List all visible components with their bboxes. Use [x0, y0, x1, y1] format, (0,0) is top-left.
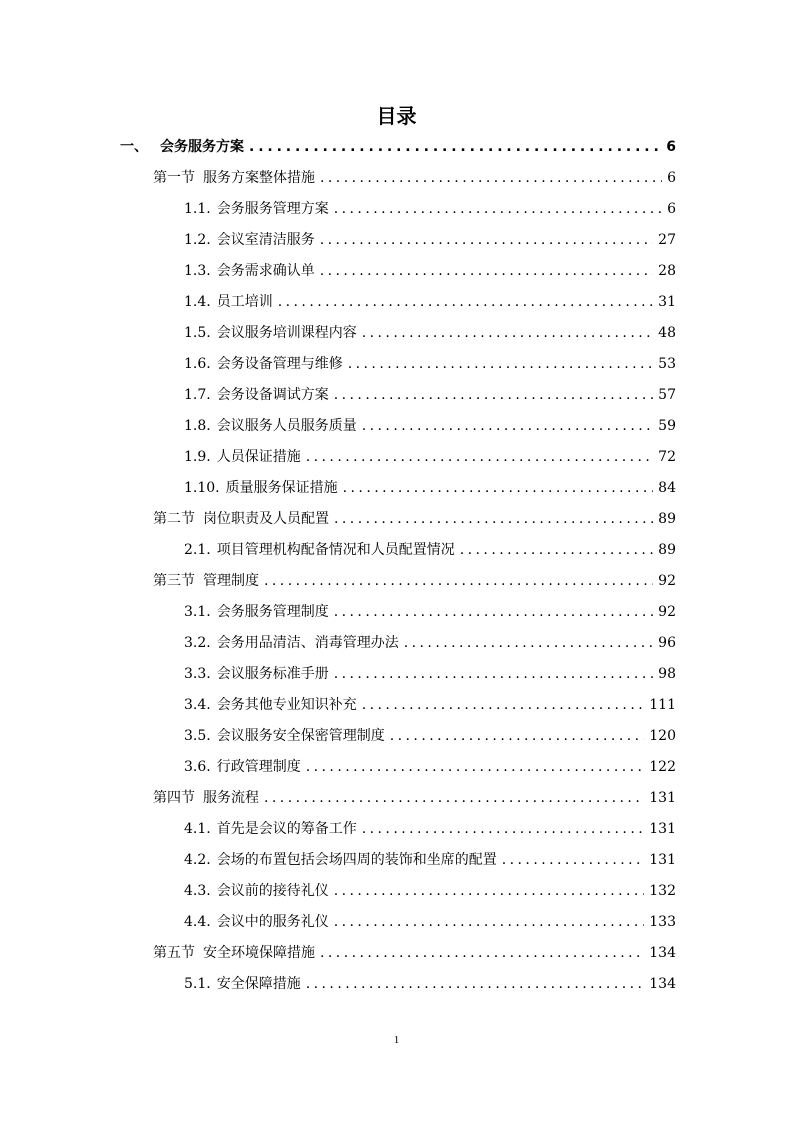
toc-dot-leader — [334, 508, 653, 530]
toc-dot-leader — [306, 973, 645, 995]
toc-entry-number: 3.1. — [184, 604, 211, 620]
toc-dot-leader — [306, 756, 645, 778]
toc-entry-page: 134 — [649, 945, 676, 961]
toc-dot-leader — [502, 849, 645, 871]
toc-entry[interactable] — [184, 539, 676, 561]
toc-entry-number: 3.6. — [184, 759, 211, 775]
toc-entry-number: 4.1. — [184, 821, 211, 837]
toc-entry-label: 会务服务方案 — [160, 139, 244, 155]
toc-entry-number: 2.1. — [184, 542, 211, 558]
toc-entry-label: 会务服务管理制度 — [216, 604, 329, 620]
toc-dot-leader — [306, 446, 653, 468]
toc-entry-page: 122 — [649, 759, 676, 775]
toc-entry[interactable] — [184, 818, 676, 840]
toc-entry[interactable] — [184, 725, 676, 747]
toc-entry[interactable] — [184, 663, 676, 685]
toc-entry[interactable] — [184, 353, 676, 375]
toc-dot-leader — [334, 911, 645, 933]
toc-entry-number: 5.1. — [184, 976, 211, 992]
toc-entry-page: 72 — [658, 449, 676, 465]
page-title: 目录 — [376, 104, 417, 128]
toc-entry[interactable] — [184, 446, 676, 468]
toc-entry-number: 3.2. — [184, 635, 211, 651]
toc-entry[interactable] — [120, 136, 676, 158]
toc-entry-page: 131 — [649, 821, 676, 837]
toc-entry-page: 6 — [667, 170, 676, 186]
toc-entry[interactable] — [184, 849, 676, 871]
toc-entry[interactable] — [153, 787, 676, 809]
toc-entry-number: 3.4. — [184, 697, 211, 713]
toc-entry[interactable] — [184, 880, 676, 902]
toc-entry[interactable] — [153, 167, 676, 189]
toc-entry-label: 员工培训 — [216, 294, 273, 310]
toc-entry-page: 111 — [649, 697, 676, 713]
toc-entry-label: 质量服务保证措施 — [225, 480, 338, 496]
toc-entry[interactable] — [184, 322, 676, 344]
toc-entry-number: 第二节 — [153, 511, 195, 527]
toc-entry-number: 1.8. — [184, 418, 211, 434]
toc-entry-number: 第一节 — [153, 170, 195, 186]
toc-entry-label: 管理制度 — [203, 573, 259, 589]
toc-entry-number: 1.2. — [184, 232, 211, 248]
toc-entry-page: 92 — [658, 604, 676, 620]
toc-entry-page: 89 — [658, 511, 676, 527]
toc-entry-label: 会议室清洁服务 — [216, 232, 315, 248]
toc-dot-leader — [362, 694, 645, 716]
toc-entry[interactable] — [153, 570, 676, 592]
toc-entry[interactable] — [184, 632, 676, 654]
toc-dot-leader — [334, 663, 653, 685]
toc-entry[interactable] — [184, 260, 676, 282]
toc-dot-leader — [362, 415, 653, 437]
toc-entry-label: 会务设备调试方案 — [216, 387, 329, 403]
toc-entry[interactable] — [184, 229, 676, 251]
toc-entry-number: 3.3. — [184, 666, 211, 682]
toc-entry-page: 28 — [658, 263, 676, 279]
toc-entry-label: 首先是会议的筹备工作 — [216, 821, 357, 837]
toc-entry-number: 1.5. — [184, 325, 211, 341]
toc-dot-leader — [278, 291, 653, 313]
toc-entry-label: 会务服务管理方案 — [216, 201, 329, 217]
toc-entry-label: 会议服务安全保密管理制度 — [216, 728, 385, 744]
toc-entry[interactable] — [153, 942, 676, 964]
toc-dot-leader — [334, 384, 653, 406]
toc-entry-number: 4.3. — [184, 883, 211, 899]
toc-entry-number: 1.4. — [184, 294, 211, 310]
toc-entry-page: 92 — [658, 573, 676, 589]
toc-entry[interactable] — [184, 198, 676, 220]
toc-dot-leader — [404, 632, 653, 654]
toc-dot-leader — [334, 601, 653, 623]
toc-entry-page: 133 — [649, 914, 676, 930]
toc-entry-page: 120 — [649, 728, 676, 744]
toc-entry-page: 6 — [666, 139, 676, 155]
toc-entry-number: 1.9. — [184, 449, 211, 465]
toc-entry-page: 98 — [658, 666, 676, 682]
toc-entry-page: 59 — [658, 418, 676, 434]
toc-dot-leader — [264, 787, 644, 809]
toc-entry[interactable] — [184, 973, 676, 995]
toc-dot-leader — [320, 260, 653, 282]
toc-entry-label: 安全保障措施 — [216, 976, 301, 992]
toc-dot-leader — [320, 942, 644, 964]
toc-entry-label: 项目管理机构配备情况和人员配置情况 — [216, 542, 455, 558]
toc-entry-number: 1.10. — [184, 480, 220, 496]
toc-entry-label: 安全环境保障措施 — [203, 945, 315, 961]
toc-entry-label: 会议服务标准手册 — [216, 666, 329, 682]
toc-entry-number: 1.3. — [184, 263, 211, 279]
toc-dot-leader — [460, 539, 653, 561]
toc-dot-leader — [362, 322, 653, 344]
toc-entry-number: 3.5. — [184, 728, 211, 744]
toc-dot-leader — [320, 167, 662, 189]
toc-entry-label: 会务设备管理与维修 — [216, 356, 343, 372]
toc-dot-leader — [334, 880, 645, 902]
toc-entry-label: 会议服务培训课程内容 — [216, 325, 357, 341]
toc-entry[interactable] — [184, 384, 676, 406]
toc-entry[interactable] — [184, 601, 676, 623]
toc-entry-number: 第五节 — [153, 945, 195, 961]
toc-entry-label: 会务用品清洁、消毒管理办法 — [216, 635, 399, 651]
toc-entry-number: 1.7. — [184, 387, 211, 403]
toc-dot-leader — [348, 353, 653, 375]
toc-entry-label: 会场的布置包括会场四周的装饰和坐席的配置 — [216, 852, 497, 868]
toc-entry[interactable] — [184, 756, 676, 778]
toc-entry-label: 行政管理制度 — [216, 759, 301, 775]
toc-entry-number: 一、 — [120, 139, 148, 155]
toc-dot-leader — [264, 570, 653, 592]
toc-entry-page: 53 — [658, 356, 676, 372]
toc-entry-label: 服务方案整体措施 — [203, 170, 315, 186]
toc-entry-page: 96 — [658, 635, 676, 651]
toc-entry-number: 第四节 — [153, 790, 195, 806]
page-number: 1 — [393, 1034, 400, 1046]
toc-entry-page: 131 — [649, 790, 676, 806]
toc-dot-leader — [343, 477, 654, 499]
toc-entry-number: 1.1. — [184, 201, 211, 217]
toc-dot-leader — [362, 818, 645, 840]
toc-entry[interactable] — [184, 477, 676, 499]
toc-entry-label: 会议服务人员服务质量 — [216, 418, 357, 434]
toc-entry-label: 会务需求确认单 — [216, 263, 315, 279]
toc-entry-number: 第三节 — [153, 573, 195, 589]
toc-entry-page: 6 — [667, 201, 676, 217]
toc-dot-leader — [334, 198, 662, 220]
toc-entry-label: 会议前的接待礼仪 — [216, 883, 329, 899]
toc-entry[interactable] — [184, 291, 676, 313]
toc-entry-label: 人员保证措施 — [216, 449, 301, 465]
toc-entry-page: 132 — [649, 883, 676, 899]
toc-entry[interactable] — [184, 694, 676, 716]
toc-entry-page: 48 — [658, 325, 676, 341]
toc-entry-label: 会务其他专业知识补充 — [216, 697, 357, 713]
toc-entry-number: 4.4. — [184, 914, 211, 930]
toc-entry-number: 4.2. — [184, 852, 211, 868]
toc-entry-page: 27 — [658, 232, 676, 248]
toc-entry-page: 31 — [658, 294, 676, 310]
toc-entry[interactable] — [184, 911, 676, 933]
toc-dot-leader — [390, 725, 645, 747]
toc-entry-label: 岗位职责及人员配置 — [203, 511, 329, 527]
toc-entry[interactable] — [184, 415, 676, 437]
toc-entry-label: 会议中的服务礼仪 — [216, 914, 329, 930]
toc-entry-page: 57 — [658, 387, 676, 403]
toc-dot-leader — [320, 229, 653, 251]
toc-entry-page: 134 — [649, 976, 676, 992]
toc-entry-page: 131 — [649, 852, 676, 868]
toc-dot-leader — [249, 136, 661, 158]
toc-entry-label: 服务流程 — [203, 790, 259, 806]
toc-entry-page: 84 — [658, 480, 676, 496]
toc-entry[interactable] — [153, 508, 676, 530]
toc-entry-page: 89 — [658, 542, 676, 558]
toc-entry-number: 1.6. — [184, 356, 211, 372]
